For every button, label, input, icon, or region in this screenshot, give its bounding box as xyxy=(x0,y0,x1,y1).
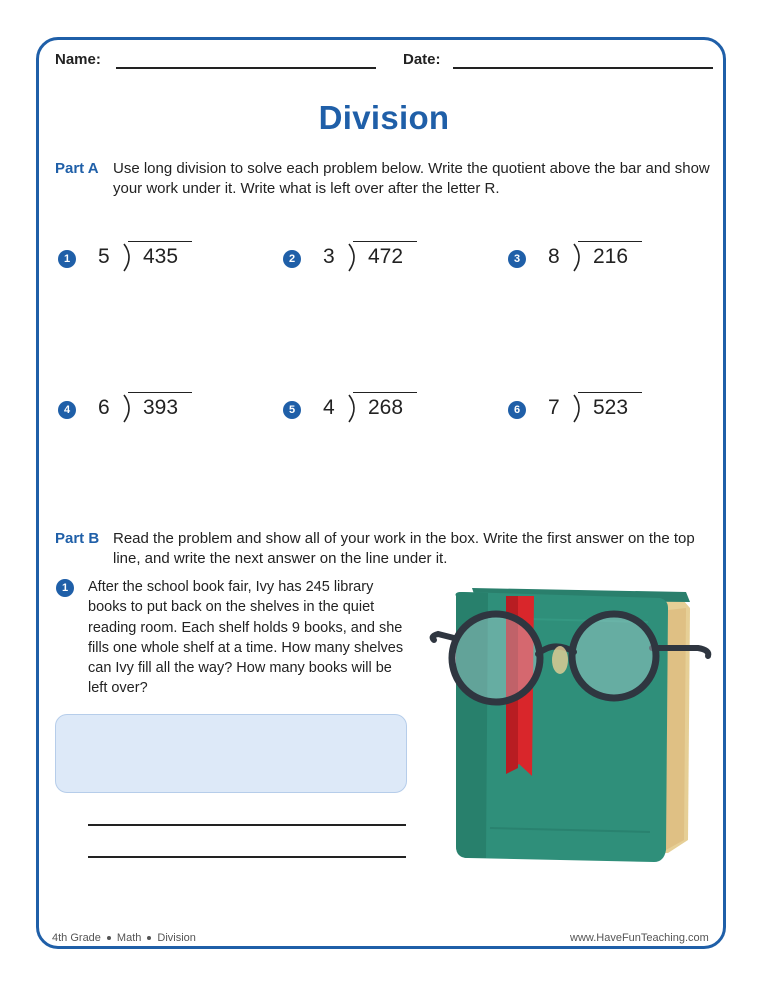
part-a-instructions: Use long division to solve each problem below. Write the quotient above the bar and show your work under it. Write what is left over after the letter R. xyxy=(113,160,710,197)
book-with-glasses-icon xyxy=(428,578,718,868)
divisor: 4 xyxy=(323,396,335,419)
footer-website[interactable]: www.HaveFunTeaching.com xyxy=(570,932,709,944)
division-bar xyxy=(578,392,642,393)
answer-line-2[interactable] xyxy=(88,856,406,858)
division-problem[interactable] xyxy=(58,240,258,280)
part-b-instructions: Read the problem and show all of your work in the box. Write the first answer on the top line, and write the next answer on the line under it. xyxy=(113,530,695,567)
problem-number: 1 xyxy=(58,250,76,268)
dividend: 268 xyxy=(368,396,404,419)
part-b-label: Part B xyxy=(55,530,100,547)
division-bracket xyxy=(121,242,135,272)
division-problem[interactable] xyxy=(58,391,258,431)
answer-line-1[interactable] xyxy=(88,824,406,826)
problem-number: 6 xyxy=(508,401,526,419)
footer-breadcrumb xyxy=(52,932,196,944)
division-bar xyxy=(128,392,192,393)
divisor: 5 xyxy=(98,245,110,268)
name-line[interactable] xyxy=(116,67,376,69)
date-line[interactable] xyxy=(453,67,713,69)
problem-number: 3 xyxy=(508,250,526,268)
word-problem-number: 1 xyxy=(56,579,74,597)
part-a-label: Part A xyxy=(55,160,99,177)
division-problem[interactable] xyxy=(283,240,483,280)
division-bar xyxy=(128,241,192,242)
division-problem[interactable] xyxy=(508,391,708,431)
dividend: 472 xyxy=(368,245,404,268)
division-bracket xyxy=(571,242,585,272)
division-bracket xyxy=(346,393,360,423)
division-bracket xyxy=(346,242,360,272)
divisor: 7 xyxy=(548,396,560,419)
division-problem[interactable] xyxy=(283,391,483,431)
dividend: 523 xyxy=(593,396,629,419)
division-bracket xyxy=(571,393,585,423)
name-label: Name: xyxy=(55,51,101,68)
work-box[interactable] xyxy=(55,714,407,793)
division-problem[interactable] xyxy=(508,240,708,280)
dividend: 393 xyxy=(143,396,179,419)
divisor: 8 xyxy=(548,245,560,268)
footer-crumb-topic: Division xyxy=(157,932,196,944)
dividend: 435 xyxy=(143,245,179,268)
division-bar xyxy=(578,241,642,242)
divisor: 6 xyxy=(98,396,110,419)
footer-crumb-subject: Math xyxy=(116,932,142,944)
problem-number: 2 xyxy=(283,250,301,268)
problem-number: 5 xyxy=(283,401,301,419)
problem-number: 4 xyxy=(58,401,76,419)
division-bar xyxy=(353,241,417,242)
footer-crumb-grade: 4th Grade xyxy=(52,932,101,944)
division-bracket xyxy=(121,393,135,423)
division-bar xyxy=(353,392,417,393)
date-label: Date: xyxy=(403,51,441,68)
word-problem-text: After the school book fair, Ivy has 245 library books to put back on the shelves in the quiet reading room. Each shelf holds 9 books, and she fills one whole shelf at a time. How many shelves can Ivy fill all the way? How many books will be left over? xyxy=(88,579,404,697)
dividend: 216 xyxy=(593,245,629,268)
divisor: 3 xyxy=(323,245,335,268)
page-title: Division xyxy=(318,99,450,136)
